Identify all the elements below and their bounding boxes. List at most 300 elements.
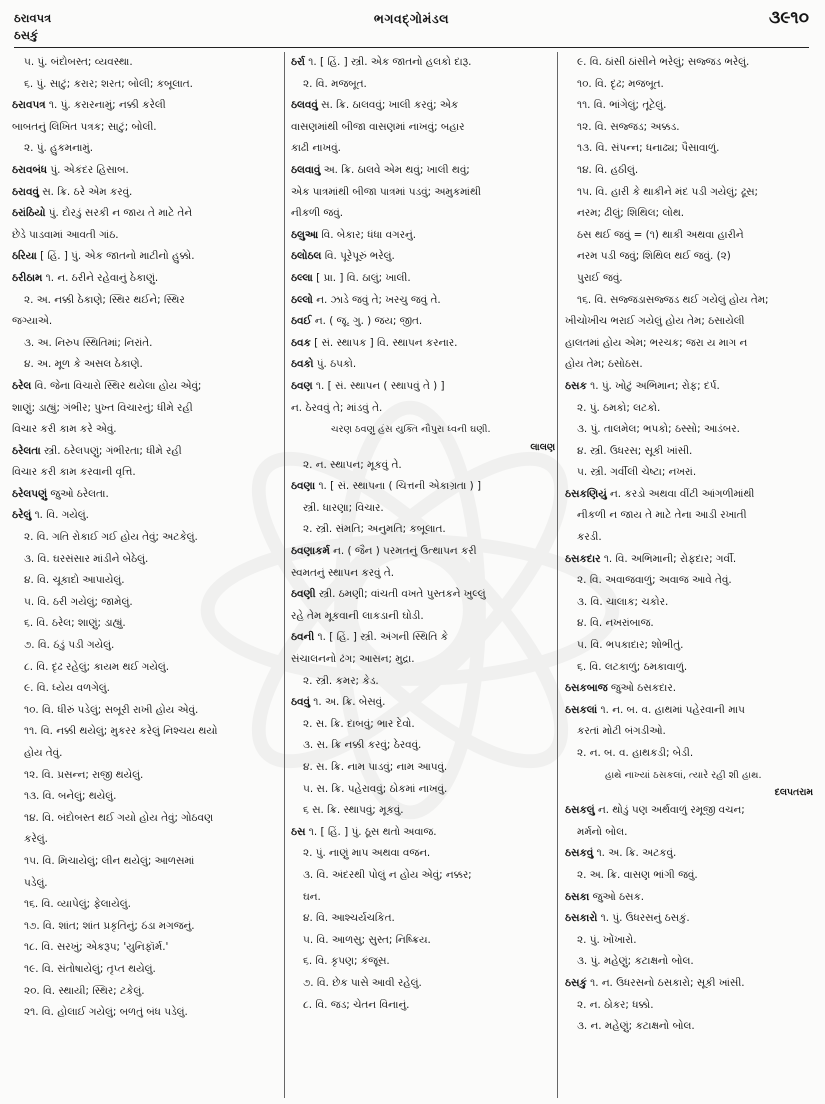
definition-text: ૧. ન. ઠરીને રહેવાનું ઠેકાણું. xyxy=(42,271,159,284)
page-header xyxy=(14,8,809,48)
definition-text: વિચાર કરી કામ કરવાની વૃત્તિ. xyxy=(12,466,136,479)
dictionary-entry-line xyxy=(12,246,282,268)
dictionary-entry-line xyxy=(291,160,557,182)
dictionary-text-line xyxy=(291,887,557,909)
definition-text: ઠસ થઈ જવું = (૧) થાકી અથવા હારીને xyxy=(577,228,744,241)
dictionary-text-line xyxy=(565,203,815,225)
definition-text: ૧. પું. ઉધરસનું ઠસકું. xyxy=(597,912,690,925)
dictionary-text-line xyxy=(565,52,815,74)
definition-text: ૨. પું. ઠમકો; લટકો. xyxy=(577,401,661,414)
dictionary-text-line xyxy=(12,419,282,441)
definition-text: ૯. વિ. ઠાંસી ઠાંસીને ભરેલું; સજ્જડ ભરેલું. xyxy=(577,56,750,68)
columns xyxy=(12,52,815,1098)
dictionary-entry-line xyxy=(565,973,815,995)
dictionary-text-line xyxy=(291,138,557,160)
definition-text: [ પ્રા. ] વિ. ઠાલું; ખાલી. xyxy=(312,271,411,284)
definition-text: શાણું; ડાહ્યું; ગંભીર; પુખ્ત વિચારનું; ધીમે રહી xyxy=(12,401,193,414)
dictionary-text-line xyxy=(291,843,557,865)
dictionary-text-line xyxy=(12,678,282,700)
header-rule xyxy=(14,47,809,48)
definition-text: ન. ઝાડે જવું તે; ખરચુ જવું તે. xyxy=(312,293,441,306)
dictionary-text-line xyxy=(291,671,557,693)
headword: ઠલોઠલ xyxy=(291,250,322,263)
dictionary-text-line xyxy=(291,649,557,671)
definition-text: ૧. અ. ક્રિ. બેસવું. xyxy=(310,696,386,709)
dictionary-text-line xyxy=(565,1016,815,1038)
definition-text: છેડે પાડવામાં આવતી ગાંઠ. xyxy=(12,228,119,241)
dictionary-entry-line xyxy=(565,887,815,909)
dictionary-text-line xyxy=(565,743,815,765)
dictionary-text-line xyxy=(12,657,282,679)
headword: ઠવઈ xyxy=(291,315,312,328)
dictionary-entry-line xyxy=(565,908,815,930)
book-title: ભગવદ્ગોમંડલ xyxy=(373,11,450,26)
definition-text: રહે તેમ મૂકવાની લાકડાની ઘોડી. xyxy=(291,609,424,622)
definition-text: ૩. વિ. અંદરથી પોલું ન હોય એવું; નક્કર; xyxy=(303,868,472,881)
dictionary-entry-line xyxy=(12,160,282,182)
definition-text: ૧. [ સં. સ્થાપન ( સ્થાપવું તે ) ] xyxy=(312,379,445,392)
definition-text: હોય તેવું. xyxy=(24,747,63,759)
definition-text: એક પાત્રમાંથી બીજા પાત્રમાં પડવું; અમુકમાંથી xyxy=(291,185,481,198)
definition-text: ૫. વિ. આળસુ; સુસ્ત; નિષ્ક્રિય. xyxy=(303,933,431,946)
headword: ઠવવું xyxy=(291,696,310,709)
headword: ઠરાવબંધ xyxy=(12,163,48,176)
headword: ઠરાવપત્ર xyxy=(12,99,46,112)
dictionary-text-line xyxy=(565,635,815,657)
definition-text: ૫. વિ. ભપકાદાર; શોભીતું. xyxy=(577,639,684,652)
dictionary-text-line xyxy=(565,246,815,268)
dictionary-text-line xyxy=(565,225,815,247)
definition-text: સ. ક્રિ. ઠરે એમ કરવું. xyxy=(38,185,133,198)
definition-text: નીકળી ન જાય તે માટે તેના આડી રખાતી xyxy=(577,509,747,522)
dictionary-text-line xyxy=(12,613,282,635)
definition-text: ૩. અ. નિરુપ સ્થિતિમાં; નિરાંતે. xyxy=(24,336,153,349)
definition-text: ૧૮. વિ. સરખું; એકરૂપ; 'યુનિફૉર્મ.' xyxy=(24,941,169,954)
dictionary-text-line xyxy=(291,117,557,139)
headword: ઠવણાકર્મ xyxy=(291,545,330,558)
definition-text: ૬. વિ. કૃપણ; કંજૂસ. xyxy=(303,955,390,968)
dictionary-text-line xyxy=(291,441,557,455)
dictionary-text-line xyxy=(291,203,557,225)
definition-text: ન. ( જૂ. ગુ. ) જય; જીત. xyxy=(311,315,423,328)
dictionary-entry-line xyxy=(291,822,557,844)
dictionary-entry-line xyxy=(12,203,282,225)
headword: ઠસકું xyxy=(565,976,587,989)
definition-text: ૧. વિ. ગયેલું. xyxy=(31,509,89,522)
definition-text: ૩. સ. ક્રિ નક્કી કરવું; ઠેરવવું. xyxy=(303,739,422,752)
definition-text: ૧૧. વિ. નક્કી થયેલું; મુકરર કરેલું નિશ્ચય થયો xyxy=(24,725,218,738)
definition-text: ૧૨. વિ. પ્રસન્ન; રાજી થયેલું. xyxy=(24,768,144,781)
headword: ઠસક xyxy=(565,379,587,392)
dictionary-text-line xyxy=(291,973,557,995)
dictionary-text-line xyxy=(565,311,815,333)
definition-text: નીકળી જવું. xyxy=(291,207,344,220)
definition-text: જુઓ ઠસકદાર. xyxy=(607,682,677,695)
dictionary-text-line xyxy=(12,808,282,830)
definition-text: કરડી. xyxy=(577,531,602,544)
definition-text: ૧. પું. ખોટું અભિમાન; રોફ; દર્પ. xyxy=(586,379,720,392)
dictionary-text-line xyxy=(291,865,557,887)
dictionary-text-line xyxy=(12,851,282,873)
dictionary-text-line xyxy=(565,865,815,887)
dictionary-text-line xyxy=(12,290,282,312)
definition-text: ૨. વિ. અવાજવાળું; અવાજ આવે તેવું. xyxy=(577,574,732,587)
dictionary-text-line xyxy=(291,951,557,973)
headword: ઠલવાવું xyxy=(291,163,321,176)
definition-text: સંચાલનનો ઢંગ; આસન; મુદ્રા. xyxy=(291,653,415,666)
definition-text: ૬. વિ. ઠરેલ; શાણું; ડાહ્યું. xyxy=(24,617,126,630)
dictionary-text-line xyxy=(565,398,815,420)
headword: ઠવણ xyxy=(291,379,313,392)
headword: ઠવની xyxy=(291,631,315,644)
definition-text: ૨૦. વિ. સ્થાયી; સ્થિર; ટકેલું. xyxy=(24,984,145,997)
dictionary-text-line xyxy=(12,398,282,420)
dictionary-text-line xyxy=(12,743,282,765)
dictionary-text-line xyxy=(565,951,815,973)
headword: ઠસ xyxy=(291,825,306,838)
dictionary-text-line xyxy=(565,505,815,527)
dictionary-text-line xyxy=(291,398,557,420)
definition-text: હોય તેમ; ઠસોઠસ. xyxy=(565,358,643,371)
dictionary-text-line xyxy=(565,441,815,463)
definition-text: પુરાઈ જવું. xyxy=(577,271,623,284)
column-3 xyxy=(565,52,815,1098)
definition-text: નરમ; ઢીલું; શિથિલ; લોથ. xyxy=(577,207,685,220)
definition-text: ૨. સ. ક્રિ. દાબવું; ભાર દેવો. xyxy=(303,717,415,730)
dictionary-text-line xyxy=(565,765,815,787)
dictionary-entry-line xyxy=(565,549,815,571)
dictionary-text-line xyxy=(291,182,557,204)
dictionary-text-line xyxy=(12,225,282,247)
dictionary-text-line xyxy=(291,908,557,930)
definition-text: જગ્યાએ. xyxy=(12,315,53,328)
definition-text: ન. થોડું પણ અર્થવાળું રમૂજી વચન; xyxy=(594,804,745,817)
dictionary-text-line xyxy=(565,995,815,1017)
definition-text: ન. ( જૈન ) પરમતનું ઉત્થાપન કરી xyxy=(329,545,477,558)
headword: ઠલવવું xyxy=(291,99,318,112)
headword: ઠવક xyxy=(291,336,311,349)
dictionary-text-line xyxy=(12,52,282,74)
definition-text: વિ. જેના વિચારો સ્થિર થયેલા હોય એવું; xyxy=(31,379,202,392)
dictionary-entry-line xyxy=(12,268,282,290)
dictionary-entry-line xyxy=(291,541,557,563)
definition-text: હાથે નાખ્યાં ઠસકલાં, ત્યારે રહી શી હાથ. xyxy=(605,769,762,781)
dictionary-entry-line xyxy=(12,505,282,527)
definition-text: ૧૩. વિ. બનેલું; થયેલું. xyxy=(24,790,117,803)
definition-text: ઘન. xyxy=(303,890,321,903)
dictionary-entry-line xyxy=(565,678,815,700)
dictionary-text-line xyxy=(12,138,282,160)
dictionary-text-line xyxy=(12,527,282,549)
dictionary-text-line xyxy=(291,800,557,822)
definition-text: ૧. પું. કરારનામું; નક્કી કરેલી xyxy=(45,99,166,112)
dictionary-text-line xyxy=(12,592,282,614)
dictionary-entry-line xyxy=(12,182,282,204)
definition-text: ૩. પું. મહેણું; કટાક્ષનો બોલ. xyxy=(577,955,694,968)
definition-text: ૯. વિ. ધ્યેય વળગેલું. xyxy=(24,682,110,695)
definition-text: પું. એકંદર હિસાબ. xyxy=(47,163,129,176)
dictionary-text-line xyxy=(12,981,282,1003)
dictionary-text-line xyxy=(12,959,282,981)
dictionary-entry-line xyxy=(291,290,557,312)
dictionary-text-line xyxy=(291,735,557,757)
definition-text: કરતાં મોટી બંગડીઓ. xyxy=(577,725,666,738)
dictionary-text-line xyxy=(565,268,815,290)
definition-text: ૩. ન. મહેણું; કટાક્ષનો બોલ. xyxy=(577,1020,695,1033)
definition-text: ૧૫. વિ. મિચાયેલું; લીન થયેલું; આળસમાં xyxy=(24,854,195,867)
definition-text: સ્ત્રી. ઠરેલપણું; ગંભીરતા; ધીમે રહી xyxy=(40,444,182,457)
definition-text: [ હિં. ] પું. એક જાતનો માટીનો હુક્કો. xyxy=(36,250,195,263)
dictionary-text-line xyxy=(565,182,815,204)
headword: ઠસકદાર xyxy=(565,552,601,565)
dictionary-entry-line xyxy=(565,376,815,398)
definition-text: ૭. વિ. છેક પાસે આવી રહેલું. xyxy=(303,976,422,989)
definition-text: [ સં. સ્થાપક ] વિ. સ્થાપન કરનાર. xyxy=(310,336,458,349)
definition-text: ૨૧. વિ. હોલાઈ ગયેલું; બળતું બંધ પડેલું. xyxy=(24,1006,188,1019)
dictionary-text-line xyxy=(565,419,815,441)
headword: ઠરાંઠિયો xyxy=(12,207,46,220)
definition-text: સ્વમતનું સ્થાપન કરવું તે. xyxy=(291,566,395,579)
dictionary-entry-line xyxy=(12,484,282,506)
dictionary-text-line xyxy=(12,829,282,851)
dictionary-entry-line xyxy=(291,311,557,333)
dictionary-text-line xyxy=(12,765,282,787)
dictionary-text-line xyxy=(565,570,815,592)
dictionary-text-line xyxy=(291,779,557,801)
headword: ઠરિયા xyxy=(12,250,37,263)
dictionary-text-line xyxy=(12,311,282,333)
definition-text: ૨. પું. હુકમનામું. xyxy=(24,142,94,155)
definition-text: કાઢી નાખવું. xyxy=(291,142,341,155)
definition-text: ચરણ ઠવણુ હંસ યુક્તિ નૌપુરા ધ્વની ઘણી. xyxy=(331,424,491,436)
dictionary-text-line xyxy=(291,498,557,520)
headword: ઠવણા xyxy=(291,480,316,493)
dictionary-entry-line xyxy=(12,441,282,463)
definition-text: ૧૨. વિ. સજ્જડ; અક્કડ. xyxy=(577,120,680,133)
definition-text: ૧. અ. ક્રિ. અટકવું. xyxy=(593,847,677,860)
definition-text: સ્ત્રી. ઠમણી; વાંચતી વખતે પુસ્તકને ખુલ્લું xyxy=(315,588,486,601)
definition-text: ૧૪. વિ. હઠીલું. xyxy=(577,163,639,176)
definition-text: ૨. ન. બ. વ. હાથકડી; બેડી. xyxy=(577,747,694,759)
dictionary-entry-line xyxy=(565,700,815,722)
definition-text: અ. ક્રિ. ઠાલવે એમ થવું; ખાલી થવું; xyxy=(320,163,470,176)
definition-text: નરમ પડી જવું; શિથિલ થઈ જવું. (૨) xyxy=(577,250,731,263)
headword: ઠસકલું xyxy=(565,804,595,817)
dictionary-entry-line xyxy=(565,800,815,822)
dictionary-text-line xyxy=(12,873,282,895)
definition-text: ૨. વિ. ગતિ રોકાઈ ગઈ હોય તેવું; અટકેલું. xyxy=(24,531,198,544)
definition-text: ૧૪. વિ. બંદોબસ્ત થઈ ગયો હોય તેવું; ગોઠવણ xyxy=(24,811,214,824)
headword: ઠરેલું xyxy=(12,509,32,522)
first-guide-word: ઠરાવપત્ર xyxy=(14,11,52,25)
definition-text: ૩. પું. તાલમેલ; ભપકો; ઠસ્સો; આડંબર. xyxy=(577,423,740,436)
dictionary-text-line xyxy=(291,757,557,779)
dictionary-entry-line xyxy=(291,354,557,376)
definition-text: ૧૧. વિ. ભાંગેલું; તૂટેલું. xyxy=(577,99,667,112)
dictionary-text-line xyxy=(12,549,282,571)
dictionary-text-line xyxy=(291,563,557,585)
definition-text: ૫. સ્ત્રી. ગર્વીલી ચેષ્ટા; નખરાં. xyxy=(577,466,697,479)
dictionary-text-line xyxy=(565,613,815,635)
dictionary-text-line xyxy=(565,786,815,800)
definition-text: પું. દોરડું સરકી ન જાય તે માટે તેને xyxy=(45,207,193,220)
headword: ઠવણી xyxy=(291,588,316,601)
definition-text: ૬. વિ. લટકાળું; ઠમકાવાળું. xyxy=(577,660,688,673)
definition-text: જુઓ ઠસક. xyxy=(589,890,645,903)
dictionary-entry-line xyxy=(291,627,557,649)
definition-text: ૧. [ સં. સ્થાપના ( ચિત્તની એકાગ્રતા ) ] xyxy=(315,480,482,493)
dictionary-text-line xyxy=(12,74,282,96)
definition-text: હાલતમાં હોય એમ; ભરચક; જરા ય માગ ન xyxy=(565,336,748,349)
headword: ઠસકારો xyxy=(565,912,598,925)
definition-text: ૨. વિ. મજબૂત. xyxy=(303,77,367,90)
definition-text: ૪. સ. ક્રિ. નામ પાડવું; નામ આપવું. xyxy=(303,761,448,773)
dictionary-entry-line xyxy=(291,692,557,714)
dictionary-entry-line xyxy=(12,95,282,117)
headword: ઠલુઆ xyxy=(291,228,319,241)
definition-text: કરેલું. xyxy=(24,833,48,846)
dictionary-text-line xyxy=(12,354,282,376)
dictionary-text-line xyxy=(565,290,815,312)
dictionary-entry-line xyxy=(12,376,282,398)
definition-text: પું. ઠપકો. xyxy=(313,358,357,371)
dictionary-entry-line xyxy=(291,476,557,498)
definition-text: ૫. પું. બંદોબસ્ત; વ્યવસ્થા. xyxy=(24,56,133,68)
definition-text: ૮. વિ. દૃઢ રહેલું; કાયમ થઈ ગયેલું. xyxy=(24,660,170,673)
dictionary-entry-line xyxy=(291,95,557,117)
definition-text: ૬ સ. ક્રિ. સ્થાપવું; મૂકવું. xyxy=(303,804,404,817)
definition-text: ૨. ન. સ્થાપન; મૂકવું તે. xyxy=(303,458,402,471)
headword: ઠવકો xyxy=(291,358,314,371)
definition-text: ૩. વિ. ચાલાક; ચકોર. xyxy=(577,595,669,608)
definition-text: ૧૬. વિ. વ્યાપેલું; ફેલાયેલું. xyxy=(24,898,131,911)
dictionary-text-line xyxy=(12,894,282,916)
dictionary-text-line xyxy=(12,937,282,959)
dictionary-text-line xyxy=(291,74,557,96)
dictionary-text-line xyxy=(565,592,815,614)
dictionary-text-line xyxy=(12,700,282,722)
dictionary-entry-line xyxy=(565,484,815,506)
definition-text: ૧. [ હિં. ] સ્ત્રી. એક જાતનો હલકો દારૂ. xyxy=(304,56,472,68)
definition-text: વિ. બેકાર; ધંધા વગરનું. xyxy=(318,228,417,241)
dictionary-text-line xyxy=(291,419,557,441)
definition-text: ૧. ન. ઉધરસનો ઠસકારો; સૂકી ખાંસી. xyxy=(586,976,745,989)
dictionary-entry-line xyxy=(291,225,557,247)
dictionary-text-line xyxy=(291,606,557,628)
dictionary-entry-line xyxy=(291,584,557,606)
definition-text: ૨. સ્ત્રી. કમર; કેડ. xyxy=(303,674,379,687)
dictionary-text-line xyxy=(565,95,815,117)
definition-text: ૨. પું. ખોંખારો. xyxy=(577,933,637,946)
definition-text: ૫. સ. ક્રિ. પહેરાવવું; ઠોકમાં નાખવું. xyxy=(303,782,448,795)
definition-text: ૨. સ્ત્રી. સંમતિ; અનુમતિ; કબૂલાત. xyxy=(303,523,446,536)
headword: ઠસકા xyxy=(565,890,590,903)
headword: ઠલ્લો xyxy=(291,293,313,306)
definition-text: ૧. [ હિં. ] સ્ત્રી. અંગની સ્થિતિ કે xyxy=(314,631,449,644)
definition-text: ૧. ન. બ. વ. હાથમાં પહેરવાની માપ xyxy=(597,703,745,716)
dictionary-text-line xyxy=(12,1002,282,1024)
second-guide-word: ઠસકું xyxy=(14,28,39,42)
dictionary-text-line xyxy=(565,354,815,376)
dictionary-text-line xyxy=(565,721,815,743)
definition-text: ૪. અ. મૂળ કે અસલ ઠેકાણે. xyxy=(24,358,143,371)
headword: ઠરેલપણું xyxy=(12,487,48,500)
dictionary-text-line xyxy=(565,527,815,549)
dictionary-text-line xyxy=(12,786,282,808)
definition-text: ૪. વિ. આશ્ચર્યચકિત. xyxy=(303,912,395,925)
headword: ઠસકલાં xyxy=(565,703,598,716)
definition-text: વાસણમાંથી બીજા વાસણમાં નાખવું; બહાર xyxy=(291,120,465,133)
dictionary-entry-line xyxy=(291,268,557,290)
definition-text: ન. કરડો અથવા વીંટી આંગળીમાંથી xyxy=(606,487,755,500)
dictionary-text-line xyxy=(291,714,557,736)
definition-text: જુઓ ઠરેલતા. xyxy=(47,487,109,500)
dictionary-text-line xyxy=(291,455,557,477)
dictionary-text-line xyxy=(565,657,815,679)
definition-text: ૧૬. વિ. સજ્જડાસજ્જડ થઈ ગયેલું હોય તેમ; xyxy=(577,293,769,306)
definition-text: ૫. વિ. ઠરી ગયેલું; જામેલું. xyxy=(24,595,133,608)
definition-text: ન. ઠેરવવું તે; માંડવું તે. xyxy=(291,401,383,414)
dictionary-text-line xyxy=(565,160,815,182)
dictionary-text-line xyxy=(12,117,282,139)
definition-text: લાલણ xyxy=(530,441,555,453)
definition-text: ૧૦. વિ. દૃઢ; મજબૂત. xyxy=(577,77,664,90)
headword: ઠસકવું xyxy=(565,847,594,860)
headword: ઠલ્લા xyxy=(291,271,313,284)
headword: ઠસકબાજ xyxy=(565,682,608,695)
dictionary-text-line xyxy=(12,462,282,484)
dictionary-text-line xyxy=(565,822,815,844)
definition-text: ૮. વિ. જડ; ચેતન વિનાનું. xyxy=(303,998,410,1011)
definition-text: ૨. અ. ક્રિ. વાસણ ભાંગી જવું. xyxy=(577,868,698,881)
definition-text: ૪. વિ. નખરાંબાજ. xyxy=(577,617,654,630)
dictionary-text-line xyxy=(12,333,282,355)
definition-text: ખીચોખીચ ભરાઈ ગયેલું હોય તેમ; ઠસાયેલી xyxy=(565,315,745,328)
definition-text: બાબતનું લિખિત પત્રક; સાટું; બોલી. xyxy=(12,120,157,133)
definition-text: ૪. વિ. ચૂકાદો આપાયેલું. xyxy=(24,574,125,587)
definition-text: ૨. પું. નાણું માપ અથવા વજન. xyxy=(303,847,431,860)
column-2 xyxy=(291,52,557,1098)
definition-text: સ. ક્રિ. ઠાલવવું; ખાલી કરવું; એક xyxy=(317,99,459,112)
dictionary-text-line xyxy=(291,995,557,1017)
definition-text: દલપતરામ xyxy=(774,787,813,799)
definition-text: પડેલું. xyxy=(24,876,48,889)
dictionary-text-line xyxy=(565,117,815,139)
definition-text: ૨. ન. ઠોકર; ધક્કો. xyxy=(577,998,654,1011)
dictionary-text-line xyxy=(12,635,282,657)
dictionary-text-line xyxy=(291,519,557,541)
dictionary-entry-line xyxy=(565,843,815,865)
definition-text: ૧૯. વિ. સંતોષાયેલું; તૃપ્ત થયેલું. xyxy=(24,962,156,975)
definition-text: ૧૫. વિ. હારી કે થાકીને મંદ પડી ગયેલું; ઢૂસ; xyxy=(577,185,759,198)
page-number: ૩૯૧૦ xyxy=(769,8,809,28)
definition-text: ૩. વિ. ઘરસંસાર માંડીને બેઠેલું. xyxy=(24,552,149,565)
dictionary-entry-line xyxy=(291,333,557,355)
definition-text: ૭. વિ. ઠંડું પડી ગયેલું. xyxy=(24,639,115,652)
dictionary-text-line xyxy=(12,570,282,592)
definition-text: ૨. અ. નક્કી ઠેકાણે; સ્થિર થઈને; સ્થિર xyxy=(24,293,185,306)
definition-text: સ્ત્રી. ધારણા; વિચાર. xyxy=(303,501,384,514)
dictionary-entry-line xyxy=(291,376,557,398)
definition-text: ૧૦. વિ. ધીરું પડેલું; સબૂરી રાખી હોય એવું. xyxy=(24,703,199,716)
dictionary-text-line xyxy=(565,74,815,96)
headword: ઠરેલતા xyxy=(12,444,41,457)
headword: ઠર્રા xyxy=(291,56,305,68)
definition-text: વિચાર કરી કામ કરે એવું. xyxy=(12,423,117,436)
dictionary-text-line xyxy=(12,916,282,938)
definition-text: વિ. પૂરેપૂરું ભરેલું. xyxy=(321,250,395,263)
dictionary-text-line xyxy=(565,930,815,952)
